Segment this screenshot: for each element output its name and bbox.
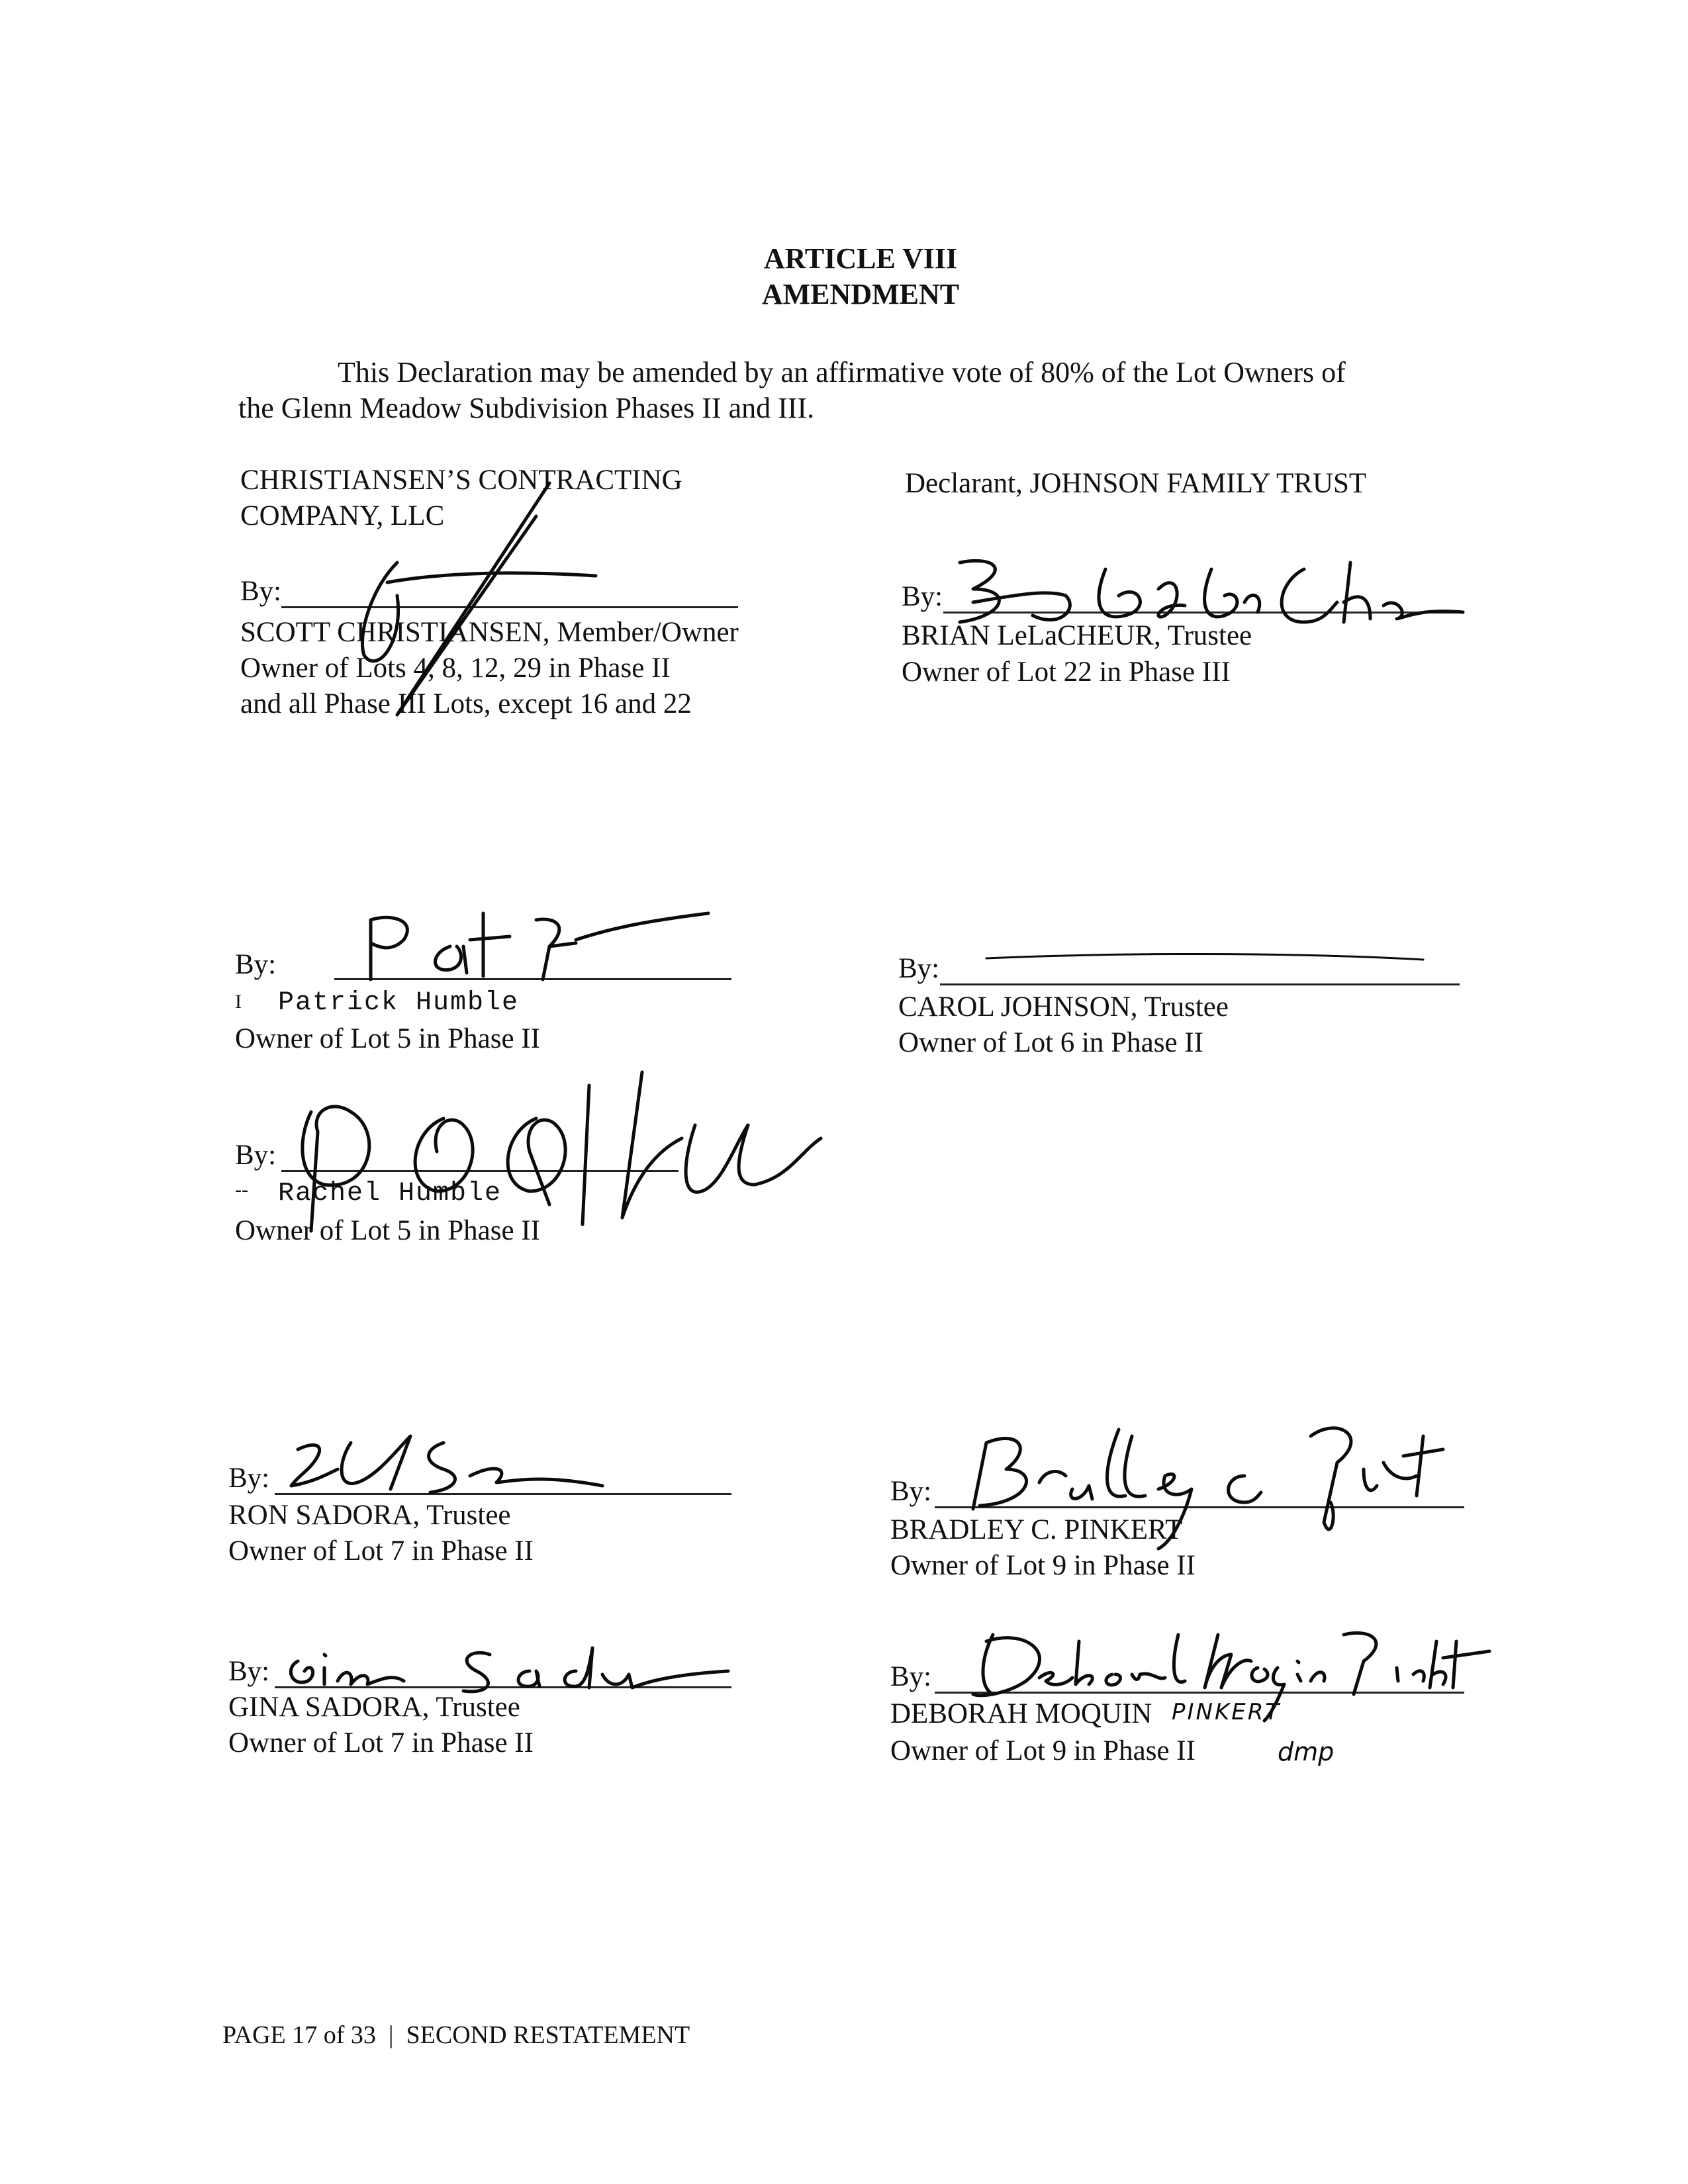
- deborah-by-label: By:: [890, 1661, 932, 1692]
- christiansen-company-line1: CHRISTIANSEN’S CONTRACTING: [240, 465, 682, 496]
- christiansen-signature: [318, 477, 635, 728]
- rachel-by-label: By:: [235, 1140, 277, 1171]
- lelacheur-signature: [933, 549, 1476, 642]
- carol-owner: Owner of Lot 6 in Phase II: [898, 1027, 1203, 1058]
- patrick-typed-name: Patrick Humble: [278, 988, 520, 1018]
- lelacheur-by-label: By:: [902, 581, 943, 612]
- patrick-mark: I: [235, 991, 242, 1013]
- lelacheur-name: BRIAN LeLaCHEUR, Trustee: [902, 620, 1252, 651]
- patrick-signature: [351, 907, 722, 993]
- gina-by-label: By:: [228, 1656, 270, 1687]
- rachel-owner: Owner of Lot 5 in Phase II: [235, 1215, 540, 1246]
- christiansen-name: SCOTT CHRISTIANSEN, Member/Owner: [240, 617, 739, 648]
- deborah-handwritten-surname: PINKERT: [1172, 1699, 1282, 1725]
- ron-signature: [271, 1423, 616, 1502]
- deborah-handwritten-annotation: [1172, 1694, 1364, 1767]
- lelacheur-header: Declarant, JOHNSON FAMILY TRUST: [905, 468, 1367, 499]
- article-number: ARTICLE VIII: [763, 242, 958, 275]
- christiansen-company-line2: COMPANY, LLC: [240, 500, 445, 531]
- rachel-signature: [271, 1072, 841, 1238]
- ron-by-label: By:: [228, 1463, 270, 1494]
- gina-signature: [278, 1635, 741, 1701]
- christiansen-owner-line1: Owner of Lots 4, 8, 12, 29 in Phase II: [240, 653, 671, 684]
- deborah-owner: Owner of Lot 9 in Phase II: [890, 1735, 1196, 1766]
- paragraph-line-1: This Declaration may be amended by an affirmative vote of 80% of the Lot Owners of: [338, 356, 1346, 388]
- ron-owner: Owner of Lot 7 in Phase II: [228, 1535, 534, 1567]
- carol-signature: [980, 946, 1430, 966]
- bradley-by-label: By:: [890, 1476, 932, 1507]
- ron-name: RON SADORA, Trustee: [228, 1500, 511, 1531]
- page-footer: PAGE 17 of 33 | SECOND RESTATEMENT: [222, 2021, 690, 2049]
- deborah-initials: dmp: [1278, 1737, 1335, 1766]
- carol-by-label: By:: [898, 953, 940, 984]
- bradley-owner: Owner of Lot 9 in Phase II: [890, 1550, 1196, 1581]
- bradley-signature: [966, 1410, 1483, 1569]
- carol-name: CAROL JOHNSON, Trustee: [898, 991, 1229, 1023]
- patrick-owner: Owner of Lot 5 in Phase II: [235, 1023, 540, 1054]
- gina-name: GINA SADORA, Trustee: [228, 1692, 520, 1723]
- gina-owner: Owner of Lot 7 in Phase II: [228, 1727, 534, 1758]
- deborah-name: DEBORAH MOQUIN: [890, 1698, 1152, 1729]
- christiansen-owner-line2: and all Phase III Lots, except 16 and 22: [240, 688, 692, 719]
- article-heading: AMENDMENT: [761, 278, 960, 310]
- bradley-name: BRADLEY C. PINKERT: [890, 1514, 1183, 1545]
- patrick-by-label: By:: [235, 949, 277, 980]
- christiansen-by-label: By:: [240, 576, 282, 607]
- lelacheur-owner: Owner of Lot 22 in Phase III: [902, 657, 1231, 688]
- carol-signature-line: [940, 983, 1460, 985]
- paragraph-line-2: the Glenn Meadow Subdivision Phases II and III.: [238, 392, 815, 424]
- amendment-paragraph: [238, 355, 1456, 426]
- rachel-prefix: --: [235, 1179, 248, 1201]
- rachel-typed-name: Rachel Humble: [278, 1179, 502, 1208]
